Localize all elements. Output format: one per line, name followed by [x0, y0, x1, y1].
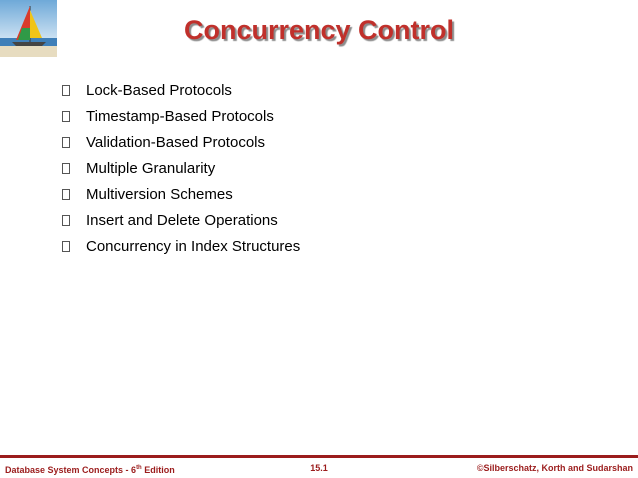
square-bullet-icon: [62, 111, 70, 122]
bullet-list: [62, 77, 300, 259]
list-item: [62, 129, 300, 155]
footer-divider: [0, 455, 638, 458]
list-item: [62, 181, 300, 207]
bullet-text: Validation-Based Protocols: [86, 133, 265, 151]
footer-book-title-main: Database System Concepts - 6: [5, 465, 137, 475]
square-bullet-icon: [62, 189, 70, 200]
page-number: 15.1: [310, 463, 328, 473]
list-item: [62, 233, 300, 259]
square-bullet-icon: [62, 137, 70, 148]
list-item: [62, 77, 300, 103]
list-item: [62, 155, 300, 181]
list-item: [62, 207, 300, 233]
bullet-text: Multiple Granularity: [86, 159, 216, 177]
slide-title: Concurrency Control: [183, 15, 455, 45]
square-bullet-icon: [62, 85, 70, 96]
bullet-text: Insert and Delete Operations: [86, 211, 278, 229]
list-item: [62, 103, 300, 129]
footer-copyright: ©Silberschatz, Korth and Sudarshan: [476, 463, 633, 473]
square-bullet-icon: [62, 215, 70, 226]
bullet-text: Timestamp-Based Protocols: [86, 107, 274, 125]
square-bullet-icon: [62, 163, 70, 174]
footer-book-title-sup: th: [136, 465, 142, 471]
bullet-text: Lock-Based Protocols: [86, 81, 232, 99]
footer-book-title-end: Edition: [141, 465, 175, 475]
bullet-text: Concurrency in Index Structures: [86, 237, 301, 255]
bullet-text: Multiversion Schemes: [86, 185, 233, 203]
square-bullet-icon: [62, 241, 70, 252]
